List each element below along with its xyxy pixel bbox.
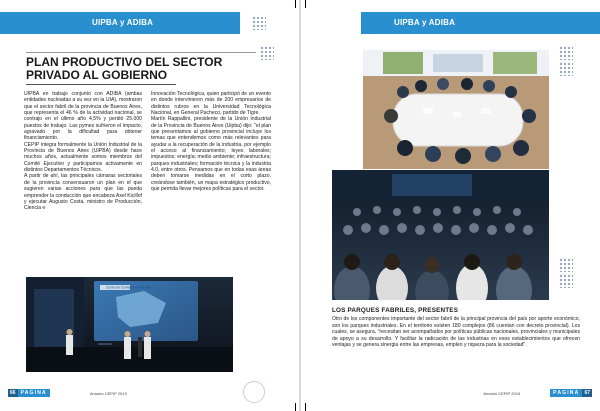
audience-photo-image bbox=[332, 170, 549, 300]
paragraph: A partir de ahí, las principales cámaras sectoriales de la provincia consensuaron un plan en el que sugieren varias acciones para que las pueda emprender la conducción que encabeza Axel Kicillof y ejecutar Augusto Costa, ministro de Producción, Ciencia e bbox=[24, 173, 142, 212]
audience-photo bbox=[332, 170, 549, 300]
crop-mark bbox=[295, 403, 296, 411]
meeting-photo bbox=[363, 50, 549, 169]
left-header-band bbox=[0, 12, 240, 34]
paragraph: Innovación Tecnológica, quien participó de un evento en donde intervinieron más de 200 empresarios de distintos rubros en la Universidad Tecnológica Nacional, en General Pacheco, partido de Tigre. bbox=[151, 91, 271, 117]
title-underline bbox=[26, 84, 176, 85]
body-column-2 bbox=[151, 91, 271, 193]
crop-mark bbox=[305, 0, 306, 8]
section-title: LOS PARQUES FABRILES, PRESENTES bbox=[332, 307, 459, 314]
photo-sign-text: Centro de Comercio e Industria bbox=[106, 285, 151, 290]
right-header-label: UIPBA y ADIBA bbox=[394, 18, 456, 27]
paragraph: Martín Rappallini, presidente de la Unión Industrial de la Provincia de Buenos Aires (Uipba) dijo: "el plan que presentamos al gobierno provincial incluye los temas que entendemos como más relevantes para ayudar a la recuperación de la industria, por ejemplo el acceso al financiamiento; leyes laborales; impuestos; energía; medio ambiente; infraestructura; parques industriales; formación técnica y la industria 4.0, entre otros. Pensamos que en todas esas áreas deben tomarse medidas en el corto plazo, creándose también, un mapa estratégico productivo, que permita llevar mejores políticas para el sector. bbox=[151, 116, 271, 193]
left-footer bbox=[8, 389, 127, 397]
meeting-photo-image bbox=[363, 50, 549, 169]
dot-grid-icon bbox=[559, 62, 573, 76]
stage-photo bbox=[26, 277, 233, 372]
section-text: Otro de los componentes importante del sector fabril de la principal provincia del país por aporte económico, son los parques industriales. En el territorio existen 180 complejos (86 cuentan con decreto provincial). Los cuales, se asegura, "necesitan ser acompañados por políticas públicas nacionales, provinciales y municipales de apoyo a su desarrollo. Y facilitar la radicación de las industrias en esos establecimientos que ofrecen ventajas y se genera sinergia entre las empresas, empleo y riqueza para la sociedad". bbox=[332, 316, 580, 348]
article-title: PLAN PRODUCTIVO DEL SECTOR PRIVADO AL GOBIERNO bbox=[26, 55, 223, 82]
body-column-1 bbox=[24, 91, 142, 212]
dot-grid-icon bbox=[559, 258, 573, 272]
right-page bbox=[301, 0, 600, 411]
paragraph: UIPBA en trabajo conjunto con ADIBA (ambas entidades nucleadas a su vez en la UIA), mostraron que el sector fabril de la provincia de Buenos Aires, que representa el 46 % de la actividad nacional, se contrajo en el último año 4,5% y perdió 25.000 puestos de trabajo. Las pymes sufrieron el impacto, agravado por la dificultad para obtener financiamiento. bbox=[24, 91, 142, 142]
page-number: 66 bbox=[10, 390, 16, 396]
page-label: PAGINA bbox=[18, 389, 50, 397]
crop-mark bbox=[295, 0, 296, 8]
crop-mark bbox=[305, 403, 306, 411]
left-header-label: UIPBA y ADIBA bbox=[92, 18, 154, 27]
page-number: 67 bbox=[584, 390, 590, 396]
right-header-band bbox=[361, 12, 600, 34]
dot-grid-icon bbox=[252, 16, 266, 30]
dot-grid-icon bbox=[559, 46, 573, 60]
title-rule bbox=[26, 52, 256, 53]
seal-icon bbox=[243, 381, 265, 403]
dot-grid-icon bbox=[559, 274, 573, 288]
right-footer bbox=[483, 389, 592, 397]
left-page bbox=[0, 0, 299, 411]
stage-photo-image bbox=[26, 277, 233, 372]
dot-grid-icon bbox=[260, 46, 274, 60]
paragraph: CEPIP integra formalmente la Unión Industrial de la Provincia de Buenos Aires (UIPBA) desde hace muchos años, actualmente somos miembros del Comité Ejecutivo y participamos activamente en distintos Departamentos Técnicos. bbox=[24, 141, 142, 174]
page-label: PAGINA bbox=[550, 389, 582, 397]
publication-label: Anuario CEPIP 2019 bbox=[483, 390, 521, 396]
publication-label: Anuario CEPIP 2019 bbox=[89, 390, 127, 396]
